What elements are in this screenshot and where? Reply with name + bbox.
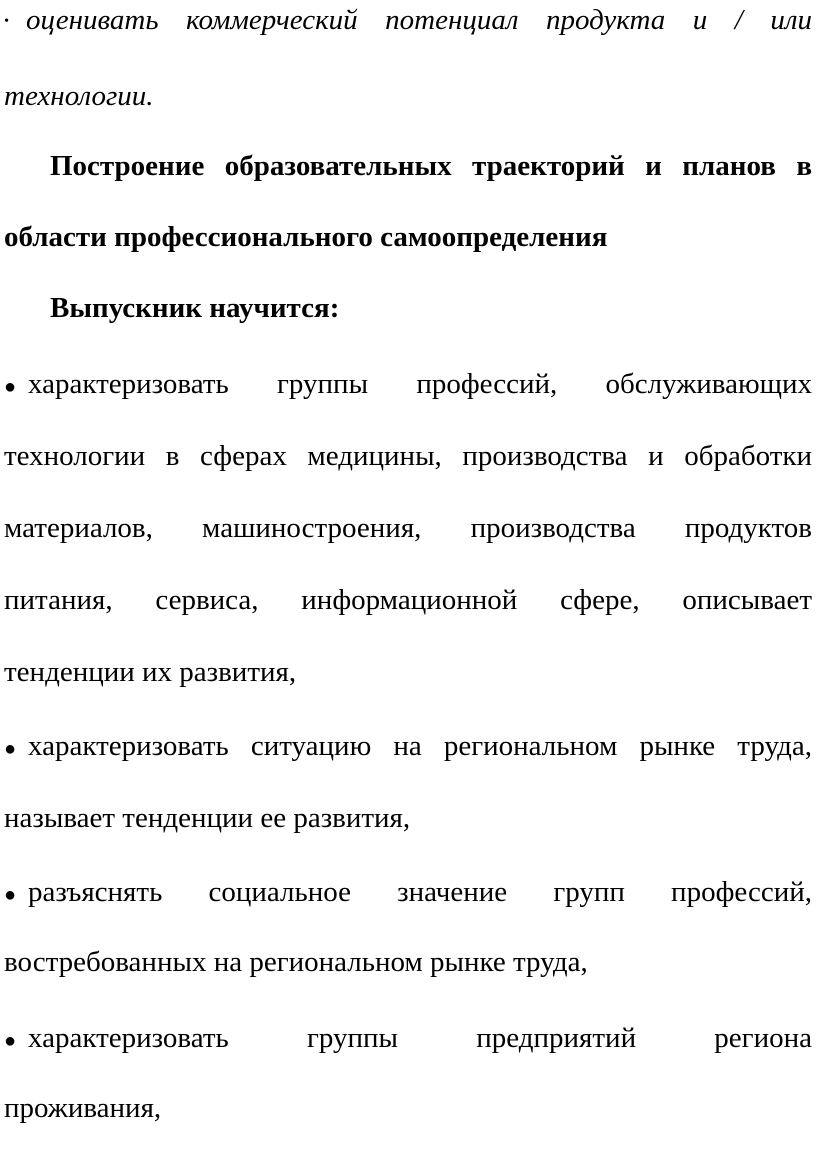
list-item [4, 366, 812, 405]
intro-list-item [4, 2, 812, 44]
bullet-icon: ● [4, 738, 17, 760]
list-item-line: разъяснять социальное значение групп профессий, [28, 876, 812, 908]
bullet-icon: ● [4, 376, 17, 398]
intro-item-line-2: технологии. [4, 80, 154, 112]
list-item [4, 728, 812, 767]
list-item-line: технологии в сферах медицины, производства и обработки [4, 440, 812, 472]
list-item [4, 874, 812, 913]
list-item-line: питания, сервиса, информационной сфере, описывает [4, 584, 812, 616]
list-item-line: характеризовать группы профессий, обслуживающих [28, 368, 812, 400]
section-heading-line-2: области профессионального самоопределения [4, 221, 608, 253]
subheading: Выпускник научится: [50, 292, 340, 324]
list-item-line: называет тенденции ее развития, [4, 802, 411, 834]
list-item-line: материалов, машиностроения, производства продуктов [4, 512, 812, 544]
list-item-line: востребованных на региональном рынке труда, [4, 946, 588, 978]
intro-item-line-1: оценивать коммерческий потенциал продукта и / или [26, 4, 812, 36]
list-item [4, 1020, 812, 1059]
list-item-line: проживания, [4, 1092, 162, 1124]
bullet-icon: ● [4, 884, 17, 906]
list-item-line: характеризовать ситуацию на региональном рынке труда, [28, 730, 812, 762]
bullet-icon: • [4, 14, 9, 29]
bullet-icon: ● [4, 1030, 17, 1052]
list-item-line: тенденции их развития, [4, 656, 297, 688]
list-item-line: характеризовать группы предприятий региона [28, 1022, 812, 1054]
section-heading-line-1: Построение образовательных траекторий и планов в [50, 150, 812, 182]
